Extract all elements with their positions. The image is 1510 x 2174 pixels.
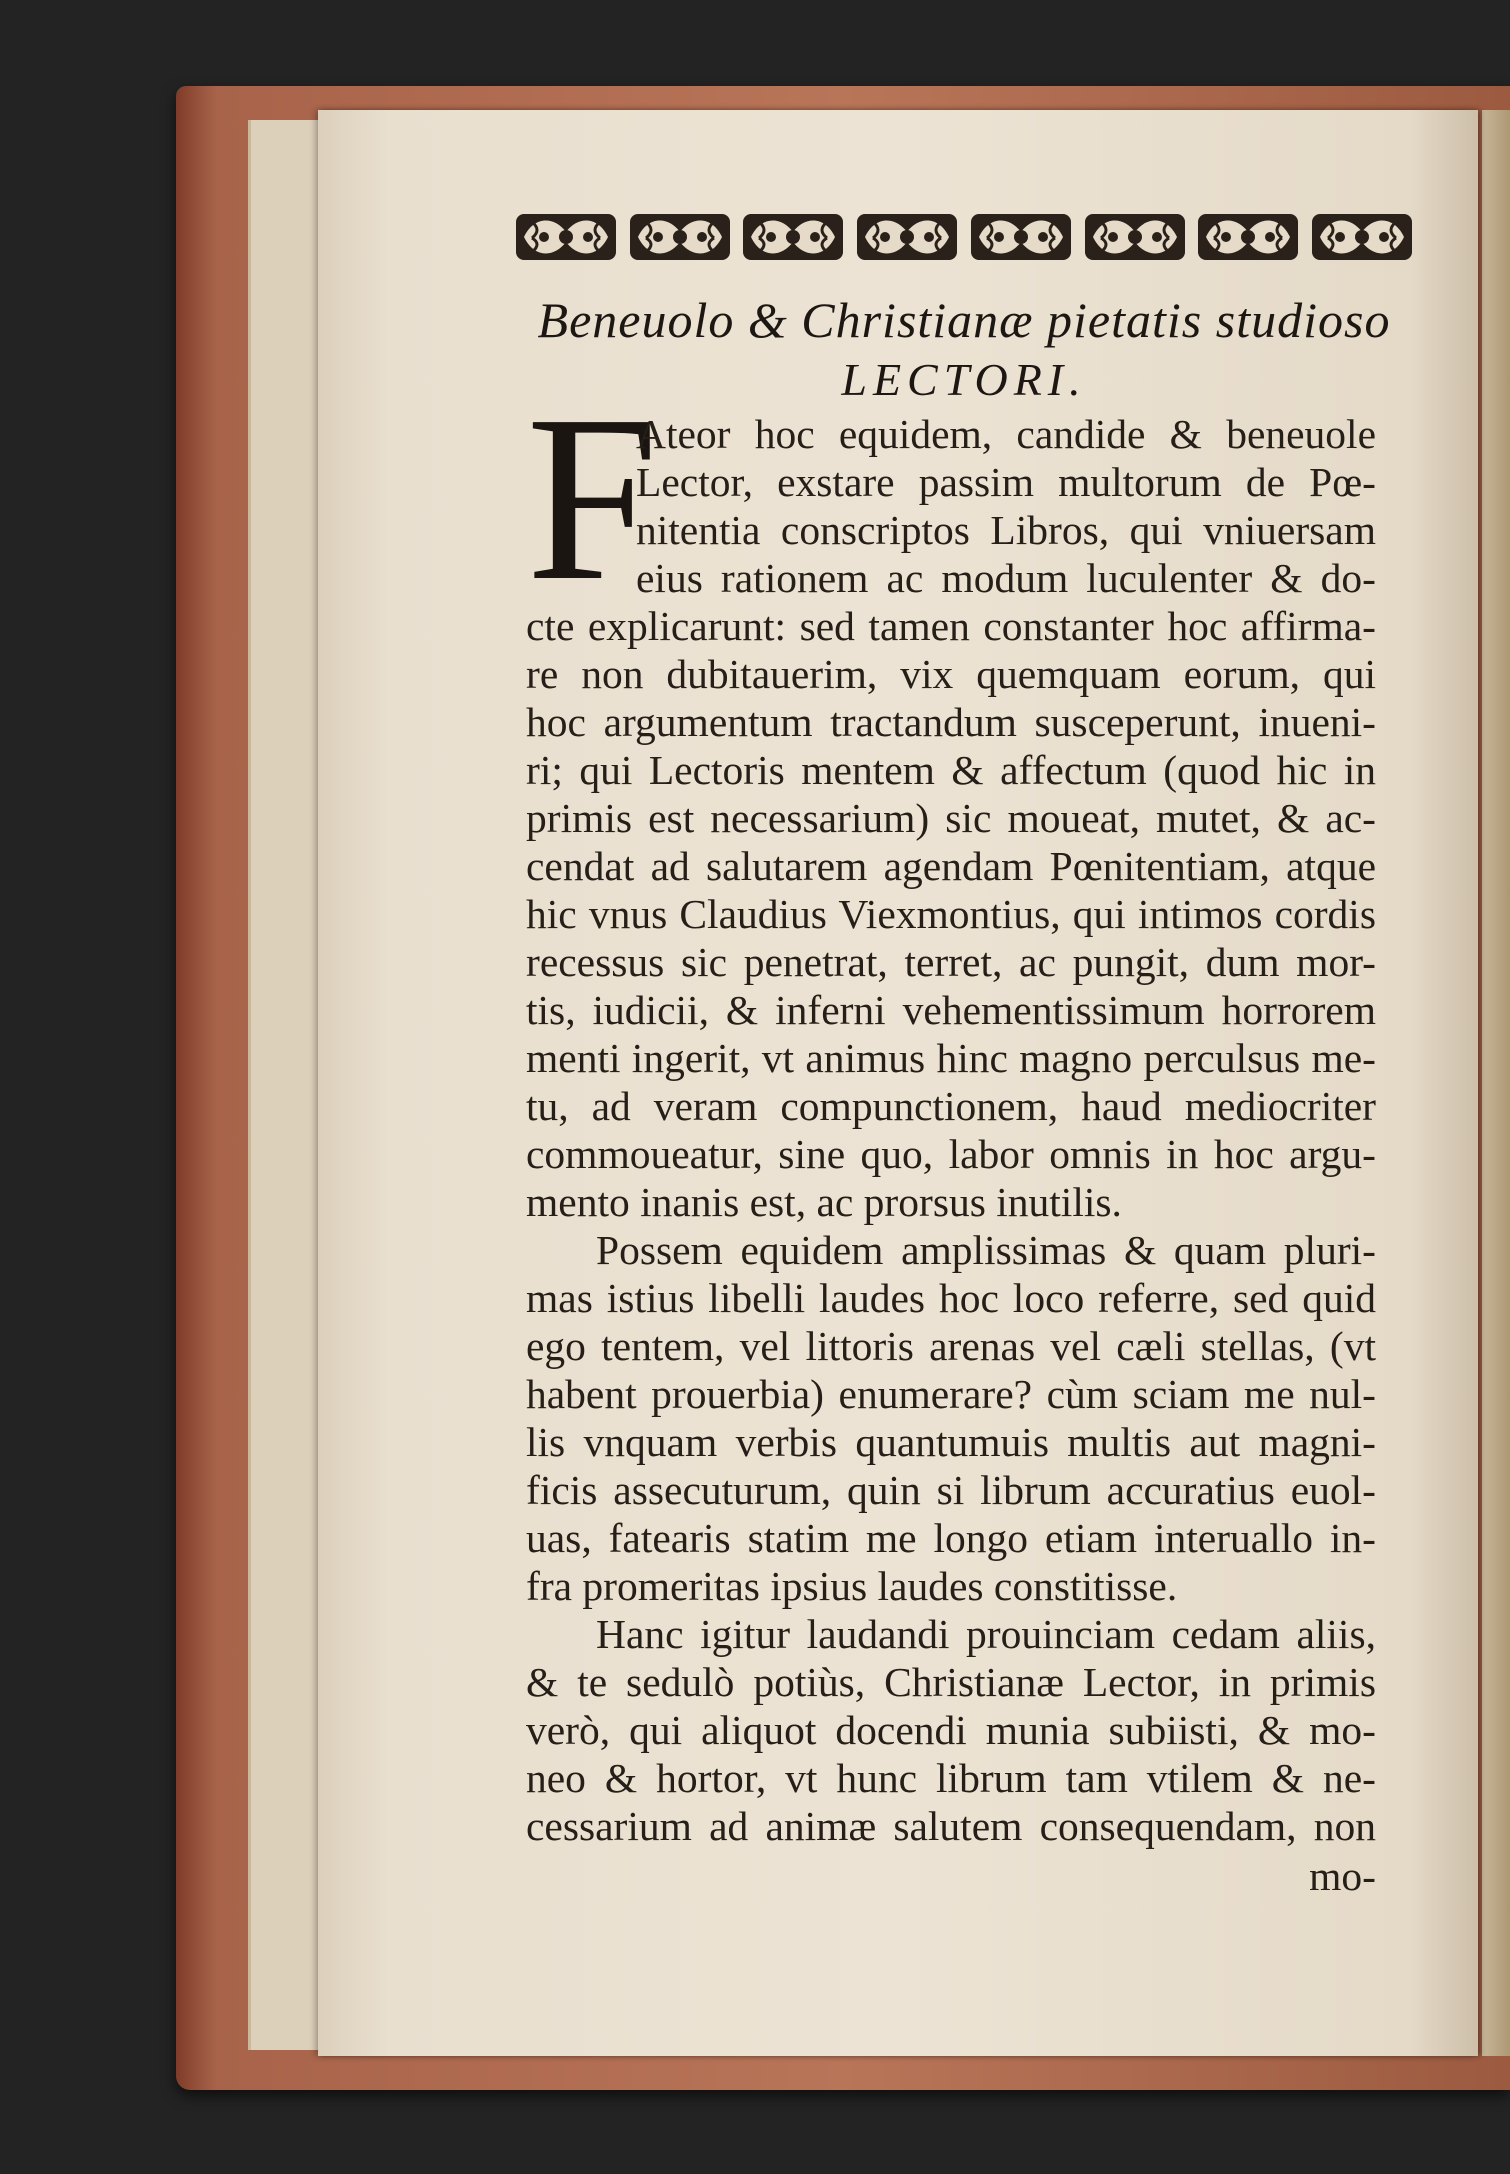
text-line: Ateor hoc equidem, candide & beneuole [636,411,1376,457]
text-line: uas, fatearis statim me longo etiam interuallo in- [526,1515,1376,1561]
text-line: ficis assecuturum, quin si librum accuratius euol- [526,1467,1376,1513]
text-line: Possem equidem amplissimas & quam pluri- [596,1227,1376,1273]
ornamental-headpiece [514,196,1414,278]
text-line: Lector, exstare passim multorum de Pœ- [636,459,1376,505]
text-line: mas istius libelli laudes hoc loco referre, sed quid [526,1275,1376,1321]
text-line: lis vnquam verbis quantumuis multis aut magni- [526,1419,1376,1465]
text-line: mento inanis est, ac prorsus inutilis. [526,1179,1122,1225]
text-line: commoueatur, sine quo, labor omnis in hoc argu- [526,1131,1376,1177]
text-line: neo & hortor, vt hunc librum tam vtilem & ne- [526,1755,1376,1801]
heading-subtitle: LECTORI. [841,354,1087,405]
text-line: Hanc igitur laudandi prouinciam cedam aliis, [596,1611,1376,1657]
text-line: tu, ad veram compunctionem, haud mediocriter [526,1083,1376,1129]
text-line: cendat ad salutarem agendam Pœnitentiam, atque [526,843,1376,889]
text-line: hoc argumentum tractandum susceperunt, inueni- [526,699,1376,745]
text-line: tis, iudicii, & inferni vehementissimum horrorem [526,987,1376,1033]
text-line: verò, qui aliquot docendi munia subiisti, & mo- [526,1707,1376,1753]
book-page [318,110,1478,2056]
fleuron-icon [741,202,845,272]
fleuron-icon [855,202,959,272]
fleuron-icon [628,202,732,272]
page-fore-edge [1482,110,1510,2056]
fleuron-icon [1196,202,1300,272]
fleuron-icon [1083,202,1187,272]
text-line: eius rationem ac modum luculenter & do- [636,555,1376,601]
text-line: re non dubitauerim, vix quemquam eorum, qui [526,651,1376,697]
text-line: ego tentem, vel littoris arenas vel cæli stellas, (vt [526,1323,1376,1369]
fleuron-icon [1310,202,1414,272]
fleuron-icon [514,202,618,272]
text-line: habent prouerbia) enumerare? cùm sciam me nul- [526,1371,1376,1417]
text-line: ri; qui Lectoris mentem & affectum (quod hic in [526,747,1376,793]
text-line: cessarium ad animæ salutem consequendam, non [526,1803,1376,1849]
text-line: nitentia conscriptos Libros, qui vniuersam [636,507,1376,553]
text-line: & te sedulò potiùs, Christianæ Lector, in primis [526,1659,1376,1705]
text-line: menti ingerit, vt animus hinc magno perculsus me- [526,1035,1376,1081]
text-line: fra promeritas ipsius laudes constitisse. [526,1563,1178,1609]
text-line: hic vnus Claudius Viexmontius, qui intimos cordis [526,891,1376,937]
heading-title: Beneuolo & Christianæ pietatis studioso [537,292,1391,348]
text-line: recessus sic penetrat, terret, ac pungit, dum mor- [526,939,1376,985]
fleuron-icon [969,202,1073,272]
text-line: primis est necessarium) sic moueat, mutet, & ac- [526,795,1376,841]
text-line: cte explicarunt: sed tamen constanter hoc affirma- [526,603,1376,649]
catchword: mo- [1309,1853,1376,1899]
drop-capital: F [526,367,659,630]
